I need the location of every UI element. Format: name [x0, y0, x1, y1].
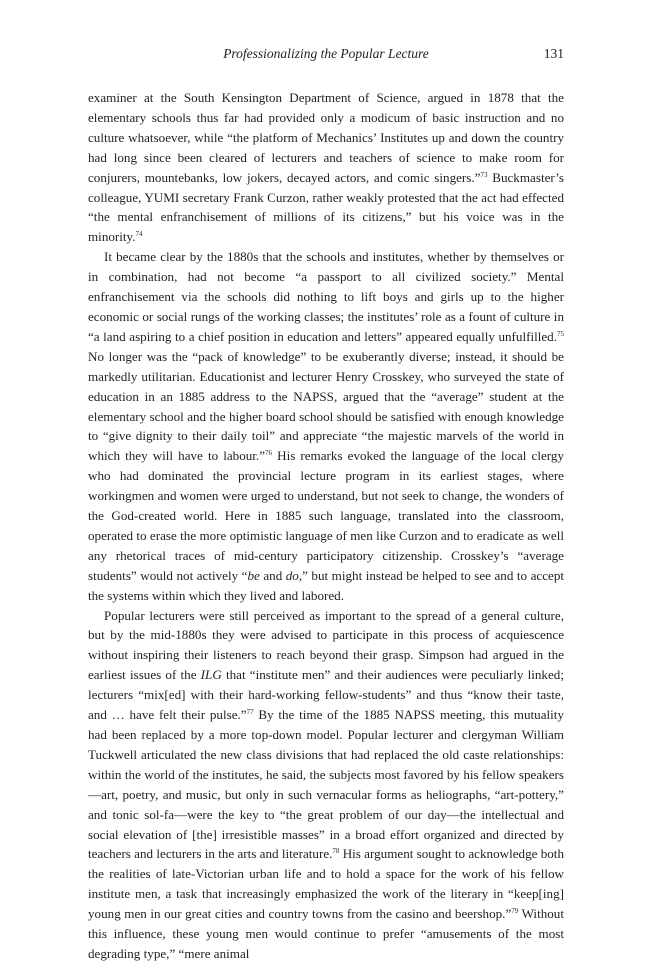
footnote-ref: 77 — [246, 708, 254, 717]
footnote-ref: 76 — [265, 449, 273, 458]
text-run: Without this influence, these young men would continue to prefer “amusements of the most degrading type,” “mere animal — [88, 906, 564, 961]
text-run: It became clear by the 1880s that the schools and institutes, whether by themselves or in combination, had not become “a passport to all civilized society.” Mental enfranchisement via the schools did nothing to lift boys and girls up to the higher economic or social rungs of the working classes; the institutes’ role as a fount of culture in “a land aspiring to a chief position in education and letters” appeared equally unfulfilled. — [88, 249, 564, 344]
italic-text: ILG — [200, 667, 222, 683]
text-run: His remarks evoked the language of the local clergy who had dominated the provincial lecture program in its earliest stages, where workingmen and women were urged to understand, but not seek to change, the wonders of the God-created world. Here in 1885 such language, translated into the classroom, operated to erase the more optimistic language of men like Curzon and to eradicate as well any rhetorical traces of mid-century participatory citizenship. Crosskey’s “average students” would not actively “ — [88, 448, 565, 583]
text-run: Buckmaster’s colleague, YUMI secretary Frank Curzon, rather weakly protested that the act had effected “the mental enfranchisement of millions of its citizens,” but his voice was in the minority. — [88, 169, 564, 245]
body-text — [88, 88, 564, 964]
running-head — [88, 44, 564, 64]
running-title: Professionalizing the Popular Lecture — [223, 46, 429, 61]
text-run: Popular lecturers were still perceived as important to the spread of a general culture, but by the mid-1880s they were advised to participate in this process of acquiescence without inspiring their listeners to reach beyond their grasp. Simpson had argued in the earliest issues of the — [88, 607, 564, 683]
footnote-ref: 78 — [332, 847, 340, 856]
text-run: His argument sought to acknowledge both the realities of late-Victorian urban life and to hold a space for the work of his fellow institute men, a task that increasingly emphasized the work of the literary in “keep[ing] young men in our great cities and country towns from the casino and beershop.” — [88, 846, 564, 922]
italic-text: do — [285, 567, 299, 583]
footnote-ref: 73 — [480, 170, 488, 179]
italic-text: be — [247, 567, 260, 583]
text-run: that “institute men” and their audiences were peculiarly linked; lecturers “mix[ed] with their hard-working fellow-students” and thus “know their taste, and … have felt their pulse.” — [88, 667, 564, 723]
text-run: examiner at the South Kensington Department of Science, argued in 1878 that the elementary schools thus far had provided only a modicum of basic instruction and no culture whatsoever, while “the platform of Mechanics’ Institutes up and down the country had long since been cleared of lecturers and teachers of science to make room for conjurers, mountebanks, low jokers, decayed actors, and comic singers.” — [88, 90, 564, 185]
text-run: No longer was the “pack of knowledge” to be exuberantly diverse; instead, it should be markedly utilitarian. Educationist and lecturer Henry Crosskey, who surveyed the state of education in an 1885 address to the NAPSS, argued that the “average” student at the elementary school and the higher board school should be satisfied with enough knowledge to “give dignity to their daily toil” and appreciate “the majestic marvels of the world in which they will have to labour.” — [88, 348, 564, 464]
footnote-ref: 79 — [511, 907, 519, 916]
paragraph-2 — [88, 247, 564, 605]
paragraph-1 — [88, 88, 564, 247]
paragraph-3 — [88, 606, 564, 964]
page-number: 131 — [543, 46, 564, 61]
text-run: By the time of the 1885 NAPSS meeting, this mutuality had been replaced by a more top-down model. Popular lecturer and clergyman William Tuckwell articulated the new class divisions that had replaced the old caste relationships: within the world of the institutes, he said, the subjects most favored by his fellow speakers—art, poetry, and music, but only in such vernacular forms as heliographs, “art-pottery,” and tonic sol-fa—were the key to “the great problem of our day—the intellectual and social elevation of [the] irresistible masses” in a broad effort organized and directed by teachers and lecturers in the arts and literature. — [88, 707, 564, 862]
footnote-ref: 75 — [557, 329, 564, 338]
text-run: ,” but might instead be helped to see and to accept the systems within which they lived and labored. — [88, 567, 565, 603]
text-run: and — [259, 567, 286, 583]
footnote-ref: 74 — [135, 230, 143, 239]
